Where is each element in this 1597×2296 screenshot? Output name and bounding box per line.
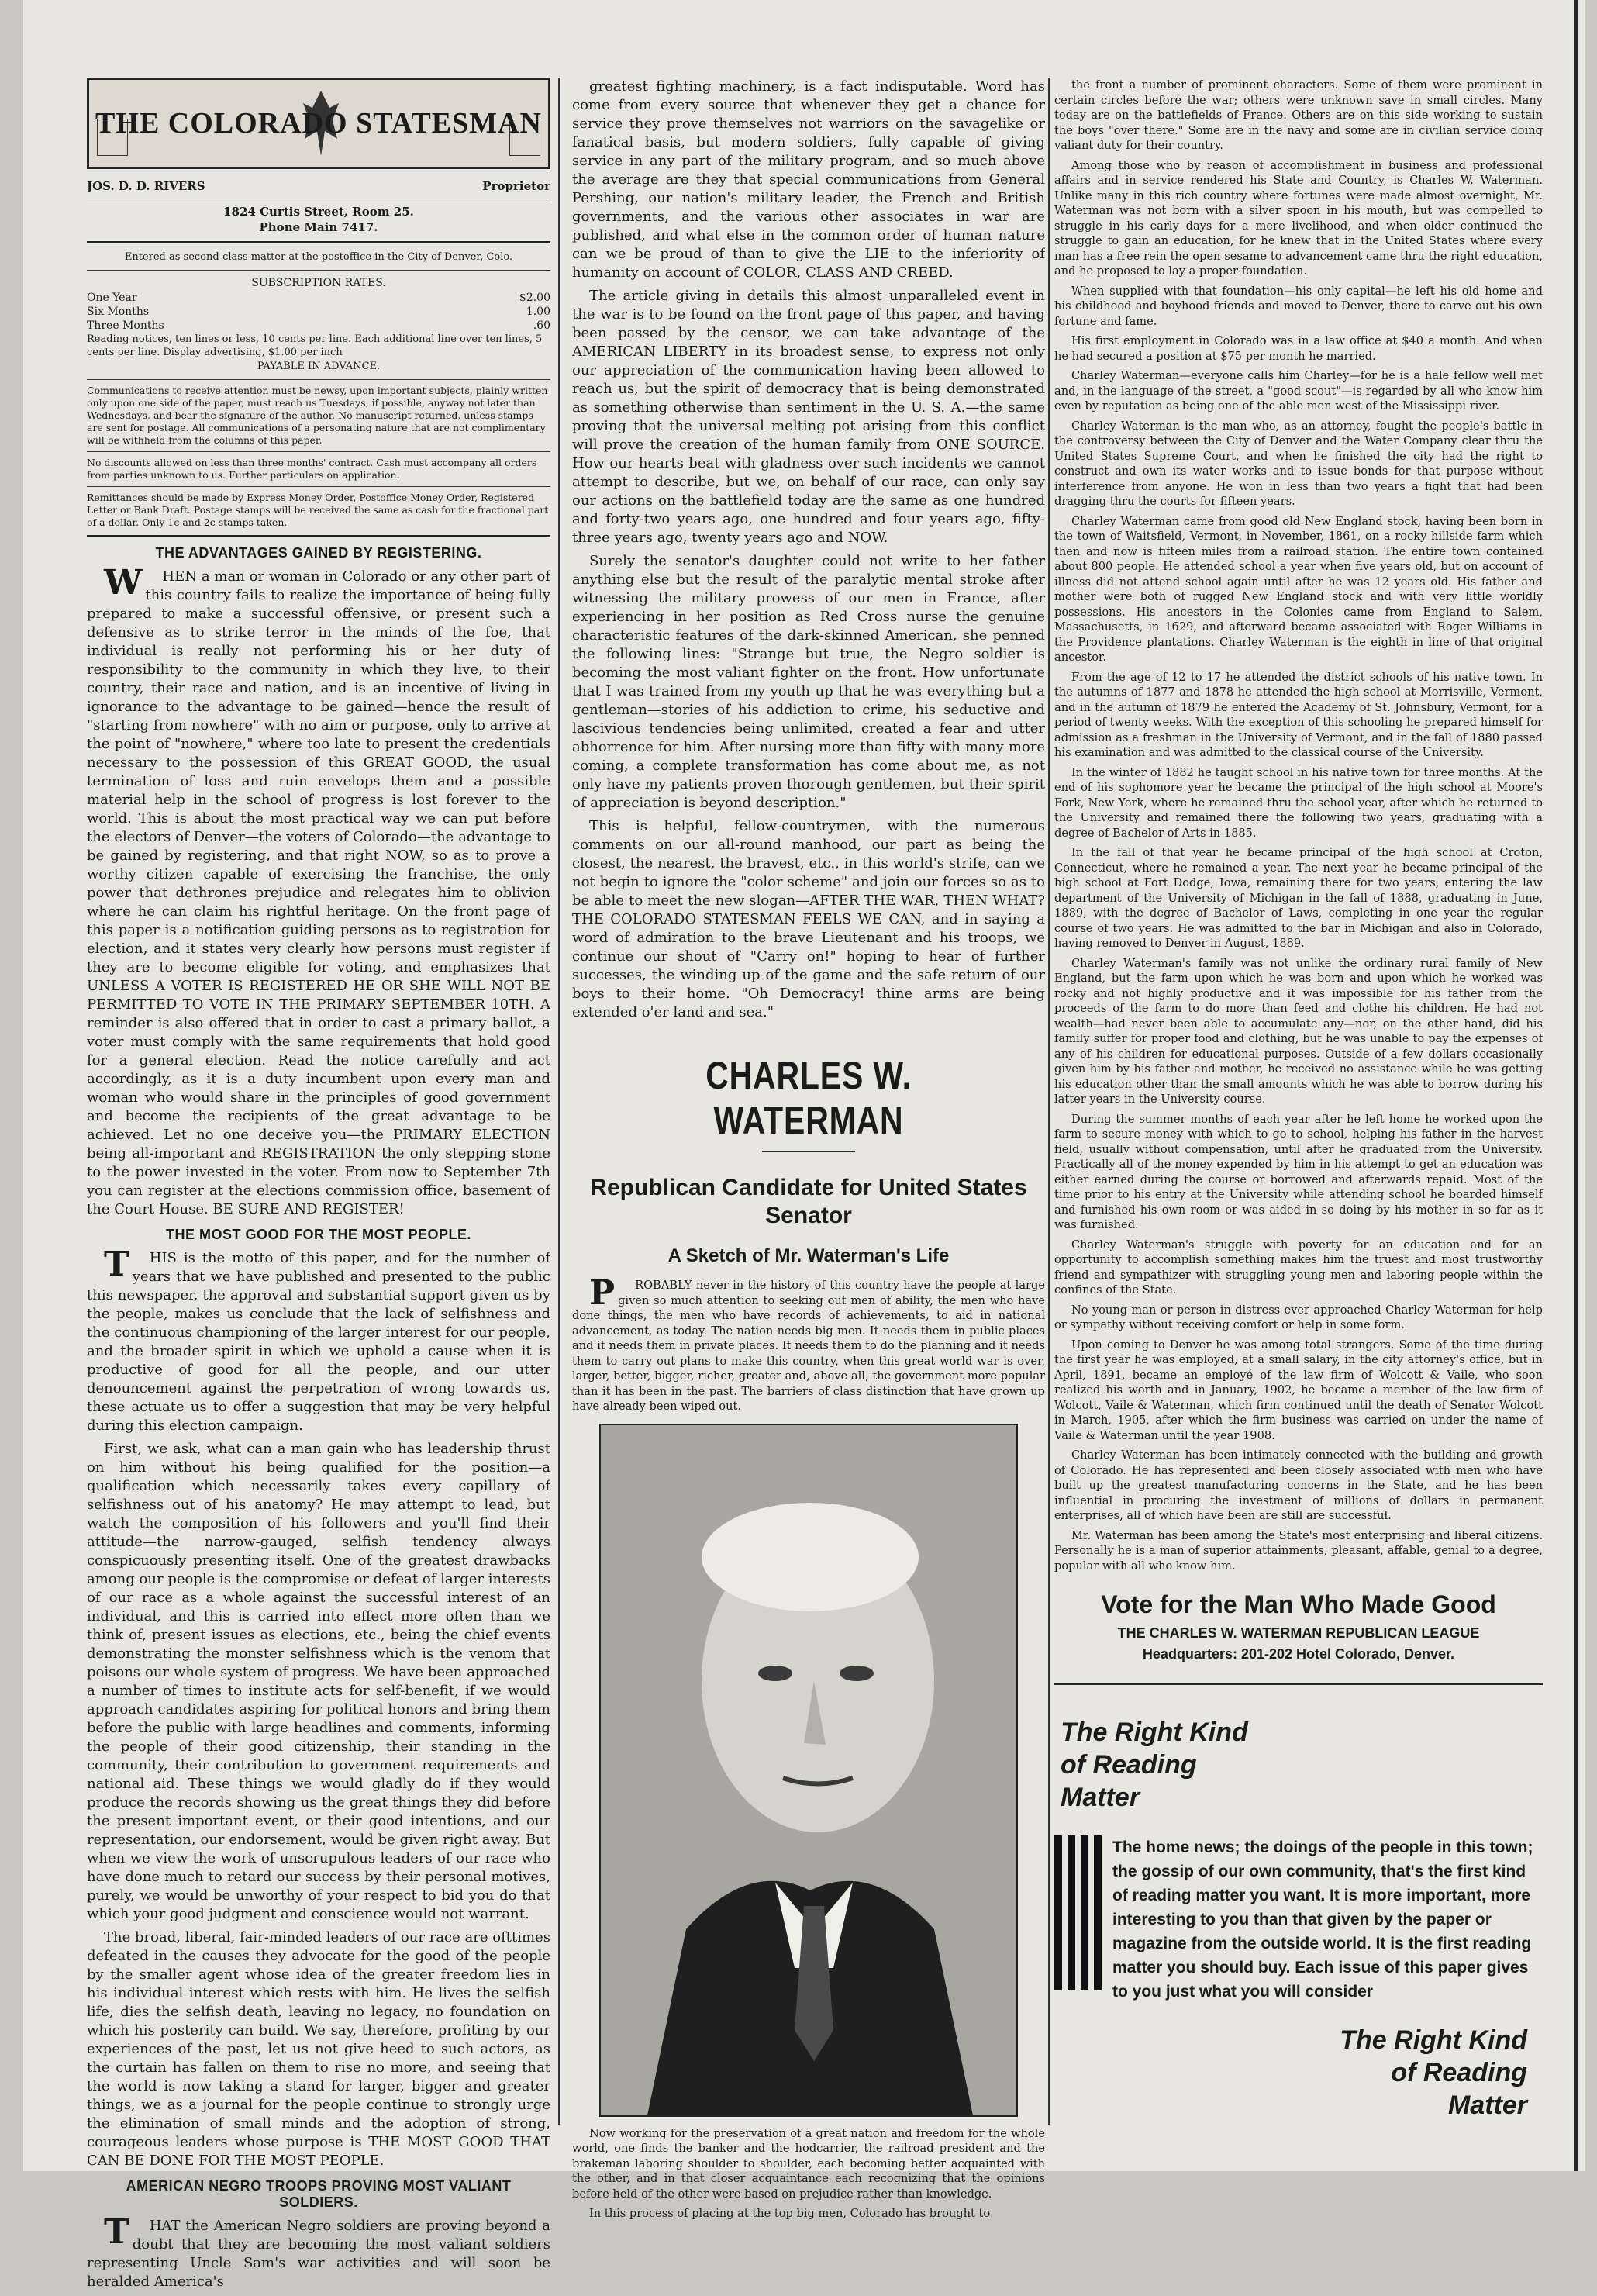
candidate-name: CHARLES W. WATERMAN <box>705 1054 912 1142</box>
article-paragraph: The broad, liberal, fair-minded leaders of our race are ofttimes defeated in the causes they advocate for the good of the people by the smaller agent whose idea of the greater freedom lies in his individual interest which rests with him. He lives the selfish life, dies the selfish death, leaving no legacy, no foundation on which his posterity can build. We say, therefore, profiting by our experiences of the past, let us not give heed to such actors, as the curtain has fallen on them to rise no more, and seeing that the world is now taking a stand for larger, bigger and greater things, we as a journal for the people continue to strongly urge the elimination of small minds and the adoption of strong, courageous leaders whose purpose is THE MOST GOOD THAT CAN BE DONE FOR THE MOST PEOPLE. <box>87 1929 550 2169</box>
scan-edge <box>1574 0 1578 2171</box>
payable-notice: PAYABLE IN ADVANCE. <box>257 361 381 372</box>
bio-paragraph: Charley Waterman's family was not unlike the ordinary rural family of New England, but the farm upon which he was born and upon which he worked was rocky and not highly productive and it was impossible for his father from the proceeds of the farm to do more than feed and clothe his children. He had not wealth—had never been able to accumulate any—nor, on the other hand, did his family suffer for proper food and clothing, but he was unable to pay the expenses of any of his children for educational purposes. Outside of a few dollars occasionally given him by his father and mother, he received no assistance while he was getting his education other than the small amounts which he was able to borrow during his latter years in the University course. <box>1054 956 1543 1106</box>
headline-negro-troops: AMERICAN NEGRO TROOPS PROVING MOST VALIANT SOLDIERS. <box>126 2178 512 2210</box>
bio-paragraph: Charley Waterman has been intimately connected with the building and growth of Colorado. He has represented and been closely associated with men who have built up the greatest manufacturing concerns in the State, and he has been influential in procuring the investment of millions of dollars in permanent enterprises, all of which have been are still are successful. <box>1054 1448 1543 1522</box>
bio-paragraph: Charley Waterman is the man who, as an attorney, fought the people's battle in the controversy between the City of Denver and the Water Company clear thru the United States Supreme Court, and when he finished the city had the right to construct and own its water works and to issue bonds for that purpose without interference from anyone. He won in less than two years a fight that had been dragging thru the courts for fifteen years. <box>1054 419 1543 508</box>
bio-paragraph: Among those who by reason of accomplishment in business and professional affairs and in service rendered his State and Country, is Charles W. Waterman. Unlike many in this rich country where fortunes were made almost overnight, Mr. Waterman was not born with a silver spoon in his mouth, but was compelled to struggle in his early days for a mere livelihood, and when older continued the struggle to gain an education, for he knew that in the United States where every man has a free rein the open sesame to advancement came thru the right education, and he proposed to lay a proper foundation. <box>1054 158 1543 278</box>
headline-most-good: THE MOST GOOD FOR THE MOST PEOPLE. <box>165 1227 471 1242</box>
discounts-notice: No discounts allowed on less than three months' contract. Cash must accompany all orders from parties unknown to us. Further particulars on application. <box>87 457 537 481</box>
portrait-image <box>601 1425 1016 2115</box>
phone: Phone Main 7417. <box>259 220 378 234</box>
bio-paragraph: In the winter of 1882 he taught school in his native town for three months. At the end of his sophomore year he became the principal of the high school at Moore's Fork, New York, where he remained thru the school year, after which he returned to the University and remained there the following two years, graduating with a degree of Bachelor of Arts in 1885. <box>1054 765 1543 840</box>
column-rule <box>558 78 560 2125</box>
newspaper-page <box>23 0 1585 2290</box>
article-paragraph: WHEN a man or woman in Colorado or any other part of this country fails to realize the importance of being fully prepared to make a successful offensive, or present such a defensive as to strike terror in the minds of the foe, that individual is really not performing his or her duty of responsibility to the community in which they live, to their country, their race and nation, and is an incentive of living in ignorance to the advantage to be gained—hence the result of "starting from nowhere" with no aim or purpose, only to arrive at the point of "nowhere," where too late to present the credentials necessary to the possession of this GREAT GOOD, the usual termination of loss and ruin envelops them and a possible material help in the school of progress is lost forever to the world. This is about the most practical way we can put before the electors of Denver—the voters of Colorado—the advantage to be gained by registering, and that right NOW, so as to prove a worthy citizen capable of exercising the franchise, the only power that dethrones prejudice and relegates him to oblivion where he can claim his rightful heritage. On the front page of this paper is a notification guiding persons as to registration for election, and it states very clearly how persons must register if they are to become eligible for voting, and emphasizes that UNLESS A VOTER IS REGISTERED HE OR SHE WILL NOT BE PERMITTED TO VOTE IN THE PRIMARY SEPTEMBER 10TH. A reminder is also offered that in order to cast a primary ballot, a voter must comply with the same requirements that hold good for a general election. Read the notice carefully and act accordingly, as it is a duty incumbent upon every man and woman who would share in the principles of good government and become the recipients of the great advantage to be achieved. Let no one deceive you—the PRIMARY ELECTION being all-important and REGISTRATION the only stepping stone to the power invested in the voter. From now to September 7th you can register at the elections commission office, basement of the Court House. BE SURE AND REGISTER! <box>87 563 550 1217</box>
column-right <box>1054 78 1543 2122</box>
caption-paragraph: Now working for the preservation of a great nation and freedom for the whole world, one finds the banker and the hodcarrier, the railroad president and the brakeman laboring shoulder to shoulder, each becoming better acquainted with the other, and in that closer acquaintance each recognizing that the opinions before held of the other were based on prejudice rather than knowledge. <box>572 2126 1045 2201</box>
ad-bars-ornament <box>1054 1835 1102 1990</box>
rate-label: Three Months <box>87 319 164 332</box>
reading-notice: Reading notices, ten lines or less, 10 cents per line. Each additional line over ten lines, 5 cents per line. Display advertising, $1.00 per inch <box>87 333 543 358</box>
column-rule <box>1048 78 1050 2125</box>
bio-paragraph: Mr. Waterman has been among the State's most enterprising and liberal citizens. Personally he is a man of superior attainments, pleasant, affable, genial to a degree, popular with all who know him. <box>1054 1528 1543 1573</box>
column-center <box>572 78 1045 2226</box>
bio-paragraph: Charley Waterman's struggle with poverty for an education and for an opportunity to accomplish something makes him the truest and most trustworthy friend and sympathizer with struggling young men and laboring people within the confines of the State. <box>1054 1238 1543 1296</box>
address: 1824 Curtis Street, Room 25. <box>223 205 414 219</box>
league-headquarters: Headquarters: 201-202 Hotel Colorado, Denver. <box>1142 1646 1455 1662</box>
headline-registering: THE ADVANTAGES GAINED BY REGISTERING. <box>155 545 482 561</box>
publication-info <box>87 178 550 529</box>
article-paragraph: This is helpful, fellow-countrymen, with the numerous comments on our all-round manhood, our part as being the closest, the nearest, the bravest, etc., in this world's strife, can we not begin to ignore the "color scheme" and join our forces so as to be able to meet the new slogan—AFTER THE WAR, THEN WHAT? THE COLORADO STATESMAN FEELS WE CAN, and in saying a word of admiration to the brave Lieutenant and his troops, we continue our shout of "Carry on!" hoping to hear of further successes, the winding up of the game and the safe return of our boys to their home. "Oh Democracy! thine arms are being extended o'er land and sea." <box>572 818 1045 1020</box>
caption-paragraph: In this process of placing at the top big men, Colorado has brought to <box>589 2207 991 2220</box>
ad-block <box>1054 1835 1543 2004</box>
remittances-notice: Remittances should be made by Express Money Order, Postoffice Money Order, Registered Letter or Bank Draft. Postage stamps will be received the same as cash for the fractional part of a dollar. Only 1c and 2c stamps taken. <box>87 492 549 528</box>
candidate-title: Republican Candidate for United States Senator <box>590 1175 1027 1228</box>
article-paragraph: THIS is the motto of this paper, and for the number of years that we have published and presented to the public this newspaper, the approval and substantial support given us by the people, makes us conclude that the lack of selfishness and the continuous championing of the larger interest for our people, and the broader spirit in which we uphold a cause when it is productive of good for all the people, and our utter denouncement against the perpetration of wrong towards us, these actuate us to offer a suggestion that may be very helpful during this election campaign. <box>87 1245 550 1434</box>
bio-paragraph: His first employment in Colorado was in a law office at $40 a month. And when he had secured a position at $75 per month he married. <box>1054 334 1543 363</box>
bio-paragraph: In the fall of that year he became principal of the high school at Croton, Connecticut, where he remained a year. The next year he became principal of the high school at Fort Dodge, Iowa, remaining there for two years, entering the law department of the University of Michigan in the fall of 1888, graduating in June, 1889, with the degree of Bachelor of Laws, completing in one year the regular course of two years. He was admitted to the bar in Michigan and also in Colorado, having removed to Denver in August, 1889. <box>1054 846 1543 950</box>
sketch-heading: A Sketch of Mr. Waterman's Life <box>667 1245 950 1266</box>
rate-price: .60 <box>533 319 550 332</box>
rate-label: Six Months <box>87 306 150 318</box>
rate-label: One Year <box>87 292 137 304</box>
proprietor-name: JOS. D. D. RIVERS <box>87 179 205 193</box>
bio-paragraph: Charley Waterman came from good old New England stock, having been born in the town of Waitsfield, Vermont, in November, 1861, on a rocky hillside farm which then and now is fifteen miles from a railroad station. The entire town contained about 800 people. He attended school a year when five years old, but on account of illness did not attend school again until after he was 12 years old. His father and mother were both of rugged New England stock and with very little worldly possessions. His ancestors in the Colonies came from England to Salem, Massachusetts, in 1629, and afterward became associated with Roger Williams in the Providence plantations. Charley Waterman is the eighth in line of that original ancestor. <box>1054 514 1543 664</box>
divider <box>762 1151 855 1152</box>
bio-paragraph: When supplied with that foundation—his only capital—he left his old home and his childhood and boyhood friends and moved to Denver, there to carve out his own fortune and fame. <box>1054 284 1543 328</box>
sketch-intro: PROBABLY never in the history of this country have the people at large given so much attention to seeking out men of ability, the men who have done things, the men who have records of achievements, to aid in national advancement, as today. The nation needs big men. It needs them in public places and it needs them in private places. It needs them to do the planning and it needs them to carry out plans to make this country, when this great world war is over, larger, better, bigger, richer, greater and, above all, the government more popular than it has been in the past. The barriers of class distinction that have grown up have already been wiped out. <box>572 1273 1045 1413</box>
article-paragraph: The article giving in details this almost unparalleled event in the war is to be found on the front page of this paper, and having been passed by the censor, we can take advantage of the AMERICAN LIBERTY in its broadest sense, to express not only our appreciation of the communication having been allowed to reach us, but the spirit of democracy that is being demonstrated as something otherwise than sentiment in the U. S. A.—the same proving that the universal melting pot arising from this conflict will prove the creation of the human family from ONE SOURCE. How our hearts beat with gladness over such incidents we cannot attempt to describe, but we, on behalf of our race, can only say our actions on the battlefield today are the same as one hundred and forty-two years ago, one hundred and four years ago, fifty-three years ago, twenty years ago and NOW. <box>572 288 1045 546</box>
candidate-portrait <box>599 1424 1018 2117</box>
league-name: THE CHARLES W. WATERMAN REPUBLICAN LEAGUE <box>1117 1625 1480 1641</box>
masthead-title: THE COLORADO STATESMAN <box>95 107 542 140</box>
proprietor-label: Proprietor <box>482 179 550 193</box>
masthead <box>87 78 550 169</box>
article-paragraph: First, we ask, what can a man gain who has leadership thrust on him without his being qualified for the position—a qualification which necessarily takes every capillary of selfishness out of his anatomy? He may attempt to lead, but watch the composition of his followers and you'll find their attitude—the narrow-gauged, selfish tendency always conspicuously presenting itself. One of the greatest drawbacks among our people is the compromise or defeat of larger interests of our race as a whole against the successful interest of an individual, and this is carried into effect more often than we think of, present issues as elections, etc., being the chief events demonstrating the monster selfishness which is the venom that poisons our whole system of progress. We have been approached a number of times to institute acts for self-benefit, if we would approach candidates aspiring for political honors and bring them before the public with large headlines and comments, informing the people of their good citizenship, their standing in the community, their contribution to government requirements and national aid. These things we would gladly do if they would produce the records showing us the great things they did before the present important event, or their good intentions, and our representation, our endorsement, would be given right away. But when we view the work of unscrupulous leaders of our race who have done much to retard our success by their personal motives, purely, we would be unworthy of your respect to bid you do that which your good judgment and conscience would not warrant. <box>87 1441 550 1922</box>
bio-paragraph: Charley Waterman—everyone calls him Charley—for he is a hale fellow well met and, in the language of the street, a "good scout"—is regarded by all who know him even by reputation as being one of the able men west of the Mississippi river. <box>1054 369 1543 413</box>
bio-paragraph: the front a number of prominent characters. Some of them were prominent in certain circles before the war; others were unknown save in small circles. Many today are on the battlefields of France. Others are on this side working to sustain the boys "over there." Some are in the navy and some are in civilian service doing valiant duty for their country. <box>1054 78 1543 152</box>
ad-title: The Right Kind of Reading Matter <box>1061 1718 1248 1812</box>
bio-paragraph: Upon coming to Denver he was among total strangers. Some of the time during the first year he was employed, at a small salary, in the city attorney's office, but in April, 1891, became an employé of the law firm of Wolcott & Vaile, who soon realized his worth and in January, 1902, he became a member of the law firm of Wolcott, Vaile & Waterman, which firm continued until the death of Senator Wolcott in March, 1905, after which the firm business was carried on under the name of Vaile & Waterman until the year 1908. <box>1054 1338 1543 1442</box>
article-paragraph: greatest fighting machinery, is a fact indisputable. Word has come from every source that whenever they get a chance for service they prove themselves not warriors on the savagelike or fanatical basis, but modern soldiers, fully capable of giving service in any part of the military program, and so much above the average are they that special communications from General Pershing, our nation's military leader, the French and British governments, and the various other associates in war are published, and what else in the common order of human nature can we be proud of than to give the LIE to the inferiority of humanity on account of COLOR, CLASS AND CREED. <box>572 78 1045 281</box>
rate-price: $2.00 <box>519 292 550 304</box>
subscription-heading: SUBSCRIPTION RATES. <box>251 277 386 289</box>
bio-paragraph: During the summer months of each year after he left home he worked upon the farm to secure money with which to go to school, helping his father in the harvest field, usually without compensation, until after he graduated from the University. Practically all of the money expended by him in his attempt to get an education was either earned during the course or borrowed and afterwards repaid. Most of the time prior to his entry at the University while attending school he boarded himself and furnished his own room or was aided in so doing by his mother in so far as it was furnished. <box>1054 1112 1543 1231</box>
ad-footer: The Right Kind of Reading Matter <box>1340 2025 1527 2120</box>
entered-notice: Entered as second-class matter at the postoffice in the City of Denver, Colo. <box>124 251 513 263</box>
ad-body: The home news; the doings of the people in this town; the gossip of our own community, that's the first kind of reading matter you want. It is more important, more interesting to you than that given by the paper or magazine from the outside world. It is the first reading matter you should buy. Each issue of this paper gives to you just what you will consider <box>1112 1839 1533 2001</box>
bio-paragraph: From the age of 12 to 17 he attended the district schools of his native town. In the autumns of 1877 and 1878 he attended the high school at Morrisville, Vermont, and in the autumn of 1879 he entered the Academy of St. Johnsbury, Vermont, for a period of twenty weeks. With the exception of this schooling he prepared himself for admission as a freshman in the University of Vermont, and in the fall of 1880 passed his examination and was admitted to the classical course of the University. <box>1054 670 1543 759</box>
bio-paragraph: No young man or person in distress ever approached Charley Waterman for help or sympathy without receiving comfort or help in some form. <box>1054 1303 1543 1331</box>
vote-slogan: Vote for the Man Who Made Good <box>1101 1590 1496 1618</box>
rate-price: 1.00 <box>526 306 550 318</box>
column-left <box>87 78 550 2296</box>
communications-notice: Communications to receive attention must be newsy, upon important subjects, plainly written only upon one side of the paper, must reach us Tuesdays, if possible, anyway not later than Wednesdays, and bear the signature of the author. No manuscript returned, unless stamps are sent for postage. All communications of a personating nature that are not complimentary will be withheld from the columns of this paper. <box>87 385 548 446</box>
article-paragraph: Surely the senator's daughter could not write to her father anything else but the result of the paralytic mental stroke after witnessing the military prowess of our men in France, after experiencing in her position as Red Cross nurse the genuine characteristic features of the dark-skinned American, she penned the following lines: "Strange but true, the Negro soldier is becoming the most valiant fighter on the front. How unfortunate that I was trained from my youth up that he was everything but a gentleman—stories of his addiction to crime, his seductive and lascivious tendencies being unlimited, created a fear and utter abhorrence for him. After nursing more than fifty with many more coming, a complete transformation has come about me, as not only have my patients proven thorough gentlemen, but their spirit of appreciation is beyond description." <box>572 553 1045 811</box>
article-paragraph: THAT the American Negro soldiers are proving beyond a doubt that they are becoming the most valiant soldiers representing Uncle Sam's war activities and will soon be heralded America's <box>87 2212 550 2290</box>
